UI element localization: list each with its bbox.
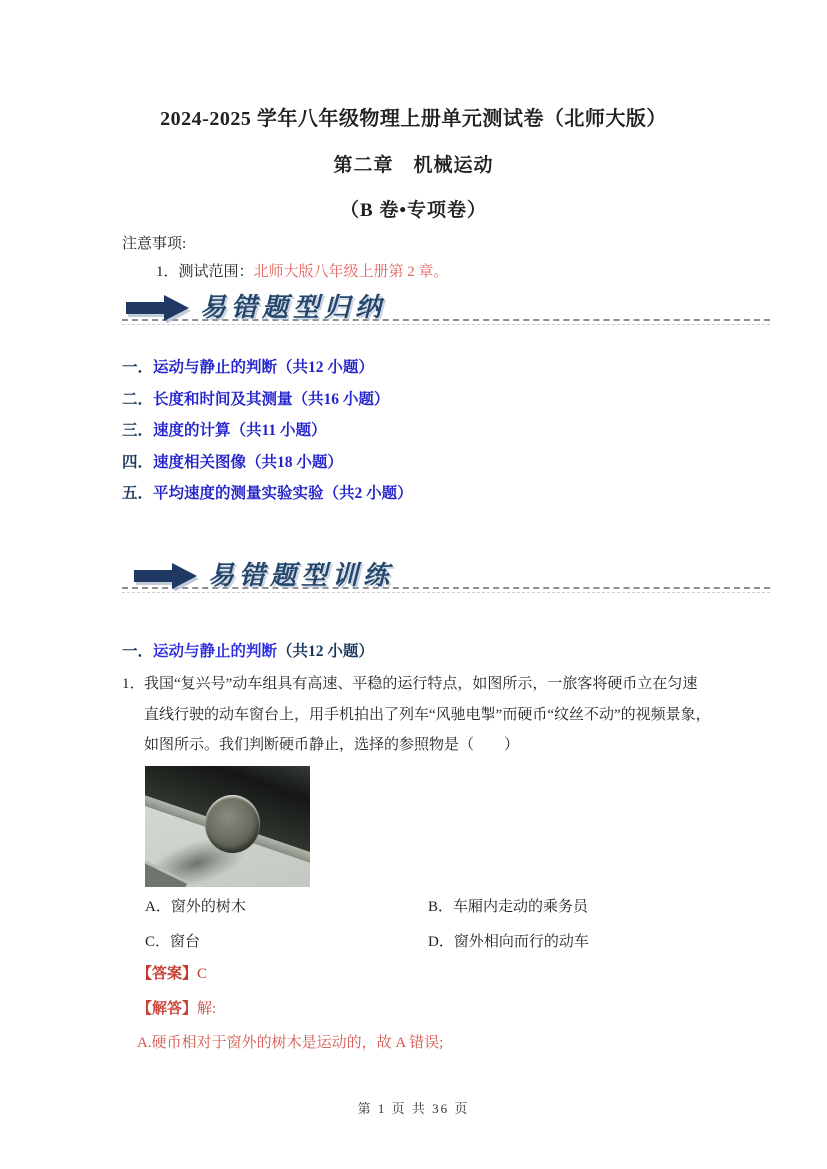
option-d: D．窗外相向而行的动车 xyxy=(428,934,589,950)
volume-subtitle: （B 卷•专项卷） xyxy=(339,200,488,221)
index-item: 四．速度相关图像（共18 小题） xyxy=(122,453,343,471)
right-arrow-icon xyxy=(126,293,192,323)
page-title: 2024-2025 学年八年级物理上册单元测试卷（北师大版） xyxy=(160,108,667,130)
answer-value: C xyxy=(197,966,208,982)
page-footer: 第 1 页 共 36 页 xyxy=(357,1101,470,1116)
answer-tag: 【答案】 xyxy=(137,966,198,982)
index-item: 五．平均速度的测量实验实验（共2 小题） xyxy=(122,485,413,503)
banner1-label: 易错题型归纳 xyxy=(200,293,387,322)
explanation-lead: 解: xyxy=(197,1001,217,1017)
notice-heading: 注意事项: xyxy=(122,236,187,252)
banner-error-type-training xyxy=(122,560,770,596)
option-a: A．窗外的树木 xyxy=(145,899,246,915)
notice-item xyxy=(156,260,449,281)
chapter-title: 第二章 机械运动 xyxy=(333,155,494,176)
right-arrow-icon xyxy=(134,561,200,591)
banner2-label: 易错题型训练 xyxy=(208,561,395,590)
notice-item-prefix: 1．测试范围： xyxy=(156,264,254,280)
index-item: 三．速度的计算（共11 小题） xyxy=(122,422,327,440)
section-heading: 一．运动与静止的判断（共12 小题） xyxy=(122,643,374,660)
question-1 xyxy=(122,669,712,761)
question-text: 我国“复兴号”动车组具有高速、平稳的运行特点，如图所示，一旅客将硬币立在匀速直线行驶的动车窗台上，用手机拍出了列车“风驰电掣”而硬币“纹丝不动”的视频景象，如图所示。我们判断硬币静止，选择的参照物是（ ） xyxy=(144,676,711,754)
index-item: 一．运动与静止的判断（共12 小题） xyxy=(122,359,374,376)
option-c: C．窗台 xyxy=(145,934,201,950)
explanation-line xyxy=(137,997,216,1018)
error-type-index xyxy=(122,352,413,510)
dashed-divider-light xyxy=(122,324,770,325)
question-image-coin-on-windowsill xyxy=(145,766,310,887)
explanation-tag: 【解答】 xyxy=(137,1001,198,1017)
index-item: 二．长度和时间及其测量（共16 小题） xyxy=(122,390,390,408)
question-number: 1． xyxy=(122,676,145,692)
coin xyxy=(205,795,260,853)
notice-item-scope: 北师大版八年级上册第 2 章。 xyxy=(253,264,449,280)
explanation-detail-a: A.硬币相对于窗外的树木是运动的，故 A 错误; xyxy=(137,1035,444,1051)
dashed-divider-light xyxy=(122,592,770,593)
option-grid xyxy=(145,890,710,960)
option-b: B．车厢内走动的乘务员 xyxy=(428,899,589,915)
answer-line xyxy=(137,962,207,983)
banner-error-type-summary xyxy=(122,292,770,328)
